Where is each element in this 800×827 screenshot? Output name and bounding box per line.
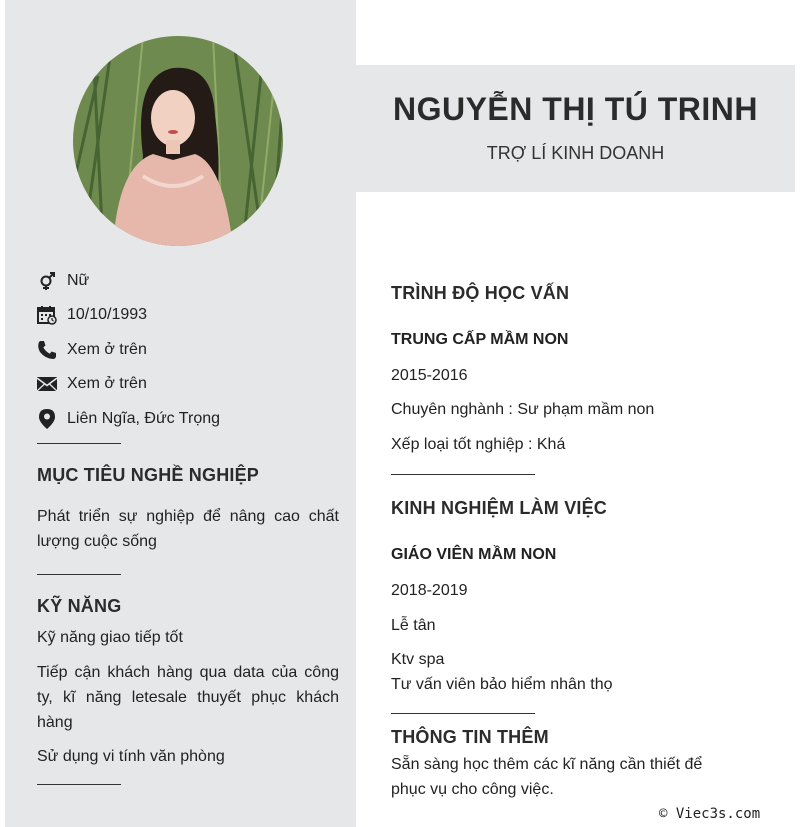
education-school: TRUNG CẤP MẦM NON <box>391 331 569 348</box>
divider <box>37 443 121 444</box>
header-band <box>356 65 795 192</box>
contact-gender <box>37 271 89 291</box>
avatar <box>73 36 283 246</box>
address-value: Liên Ngĩa, Đức Trọng <box>67 410 221 427</box>
skill-item: Kỹ năng giao tiếp tốt <box>37 629 183 646</box>
divider <box>37 574 121 575</box>
location-pin-icon <box>37 409 57 429</box>
education-major: Chuyên nghành : Sư phạm mầm non <box>391 401 655 418</box>
experience-item: Ktv spa <box>391 651 445 668</box>
experience-period: 2018-2019 <box>391 582 468 599</box>
contact-phone <box>37 340 147 360</box>
envelope-icon <box>37 374 57 394</box>
skill-item: Tiếp cận khách hàng qua data của công ty, kĩ năng letesale thuyết phục khách hàng <box>37 664 339 731</box>
divider <box>37 784 121 785</box>
contact-address <box>37 409 220 429</box>
job-title: TRỢ LÍ KINH DOANH <box>486 143 665 163</box>
phone-icon <box>37 340 57 360</box>
birthday-value: 10/10/1993 <box>67 306 148 323</box>
gender-icon <box>37 271 57 291</box>
credit-text: © Viec3s.com <box>659 806 761 822</box>
experience-item: Tư vấn viên bảo hiểm nhân thọ <box>391 676 613 693</box>
contact-birthday <box>37 305 147 325</box>
education-title: TRÌNH ĐỘ HỌC VẤN <box>391 283 570 303</box>
experience-title: KINH NGHIỆM LÀM VIỆC <box>391 498 608 518</box>
gender-value: Nữ <box>67 272 90 289</box>
divider <box>391 713 535 714</box>
candidate-name: NGUYỄN THỊ TÚ TRINH <box>392 91 759 127</box>
education-period: 2015-2016 <box>391 367 468 384</box>
calendar-icon <box>37 305 57 325</box>
experience-position: GIÁO VIÊN MẦM NON <box>391 546 557 563</box>
phone-value: Xem ở trên <box>67 341 147 358</box>
education-grade: Xếp loại tốt nghiệp : Khá <box>391 436 566 453</box>
contact-email <box>37 374 147 394</box>
objective-text: Phát triển sự nghiệp để nâng cao chất lượng cuộc sống <box>37 508 339 550</box>
objective-title: MỤC TIÊU NGHỀ NGHIỆP <box>37 465 260 485</box>
additional-title: THÔNG TIN THÊM <box>391 727 549 747</box>
divider <box>391 474 535 475</box>
experience-item: Lễ tân <box>391 617 436 634</box>
email-value: Xem ở trên <box>67 375 147 392</box>
skill-item: Sử dụng vi tính văn phòng <box>37 748 225 765</box>
additional-text: Sẵn sàng học thêm các kĩ năng cần thiết để phục vụ cho công việc. <box>391 756 703 798</box>
skills-title: KỸ NĂNG <box>37 596 122 616</box>
